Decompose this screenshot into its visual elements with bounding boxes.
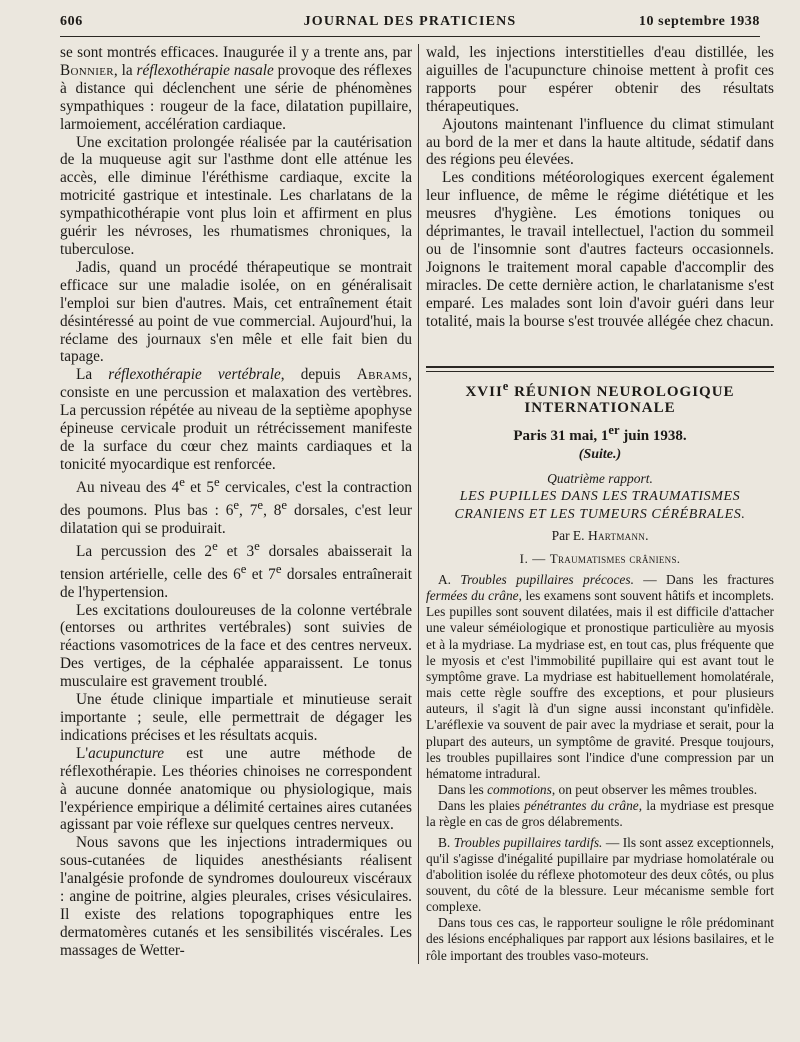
report-heading [426,470,774,546]
paragraph: La réflexothérapie vertébrale, depuis Abrams, consiste en une percussion et malaxation des vertèbres. La percussion répétée au niveau de la septième apophyse épineuse cervicale produit un rétrécissement manifeste de la surface du cœur chez maints cardiaques et la tonicité myocardique est renforcée. [60,366,412,473]
report-title-line2: CRANIENS ET LES TUMEURS CÉRÉBRALES. [454,507,746,522]
subheading: Troubles pupillaires précoces. [460,572,634,587]
running-header [60,14,760,36]
paragraph: se sont montrés efficaces. Inaugurée il y a trente ans, par Bonnier, la réflexothérapie nasale provoque des réflexes à distance qui déclenchent une série de phénomènes sympathiques : rougeur de la face, dilatation pupillaire, larmoiement, accélération cardiaque. [60,44,413,133]
paragraph: Au niveau des 4e et 5e cervicales, c'est la contraction des poumons. Plus bas : 6e, 7e, 8e dorsales, c'est leur dilatation qui se produirait. [60,474,413,537]
paragraph: Les excitations douloureuses de la colonne vertébrale (entorses ou arthrites vertébrales) sont suivies de réactions vasomotrices de la face et des centres nerveux. Des vertiges, de la céphalée apparaissent. Le tonus musculaire est gravement troublé. [60,601,412,691]
report-body [426,572,774,964]
author-name: Hartmann [587,528,646,543]
paragraph: wald, les injections interstitielles d'eau distillée, les aiguilles de l'acupuncture chinoise mettent à profit ces rapports pour espérer obtenir des résultats thérapeutiques. [426,44,774,115]
author-name: Bonnier [60,61,114,79]
continued-note: (Suite.) [578,447,622,462]
issue-date: 10 septembre 1938 [638,14,760,29]
section-separator [426,366,774,372]
paragraph: Jadis, quand un procédé thérapeutique se montrait efficace sur une maladie isolée, on en généralisait l'emploi sur bien d'autres. Mais, cet entraînement était désintéressé au point de vue commercial. Aujourd'hui, la réclame des journaux s'en mêle et elle fait bien du tapage. [60,258,412,366]
conference-dates: Paris 31 mai, 1er juin 1938. [513,423,687,444]
term: réflexothérapie nasale [136,61,274,79]
journal-title: JOURNAL DES PRATICIENS [303,14,517,29]
term: acupuncture [88,744,165,762]
paragraph: Une excitation prolongée réalisée par la cautérisation de la muqueuse agit sur l'asthme dont elle atténue les accès, elle diminue l'éréthisme cardiaque, excite la motricité gastrique et intestinale. Les charlatans de la sympathicothérapie vont plus loin et affirment en plus guérir les névroses, les rhumatismes chroniques, la tuberculose. [60,133,412,258]
paragraph: B. Troubles pupillaires tardifs. — Ils sont assez exceptionnels, qu'il s'agisse d'inégalité pupillaire par mydriase homolatérale ou d'abolition isolée du réflexe photomoteur des deux côtés, ou plus souvent, du côté de la blessure. Leur mécanisme semble fort complexe. [426,834,774,915]
paragraph: Ajoutons maintenant l'influence du climat stimulant au bord de la mer et dans la haute altitude, sédatif dans des régions peu élevées. [426,115,774,169]
conference-heading [426,378,774,463]
paragraph: A. Troubles pupillaires précoces. — Dans les fractures fermées du crâne, les examens sont souvent hâtifs et incomplets. Les pupilles sont souvent dilatées, mais il est difficile d'attacher une valeur séméiologique et pronostique particulière au myosis et à la mydriase. La mydriase est, en tout cas, plus fréquente que le myosis et c'est l'immobilité pupillaire qui est avant tout le symptôme grave. La mydriase est habituellement homolatérale, mais cette règle souffre des exceptions, et pour plusieurs auteurs, il s'agit là d'un signe aussi inconstant qu'infidèle. L'aréflexie va souvent de pair avec la mydriase et serait, pour la plupart des auteurs, un symptôme de gravité. Presque toujours, les troubles pupillaires sont l'indice d'une compression par un hématome intradural. [426,572,775,781]
conference-title: XVIIe RÉUNION NEUROLOGIQUE [465,379,735,400]
paragraph: La percussion des 2e et 3e dorsales abaisserait la tension artérielle, celle des 6e et 7e dorsales entraînerait de l'hypertension. [60,538,413,601]
right-column [426,44,774,331]
author-name: Abrams [356,366,409,384]
paragraph: Les conditions météorologiques exercent également leur influence, de même le régime diététique et les meusres d'hygiène. Les émotions toniques ou déprimantes, le travail intellectuel, l'action du sommeil ou de l'insomnie sont d'autres facteurs occasionnels. Joignons le traitement moral capable d'accomplir des miracles. De cette dernière action, le charlatanisme s'est emparé. Les malades sont loin d'avoir guéri dans leur totalité, mais la bourse s'est trouvée allégée chez chacun. [426,169,774,330]
section-heading: I. — Traumatismes crâniens. [519,551,681,566]
page-number: 606 [60,14,83,29]
paragraph: Dans les commotions, on peut observer les mêmes troubles. [438,782,758,798]
paragraph: Nous savons que les injections intradermiques ou sous-cutanées de liquides anesthésiants réalisent l'analgésie profonde de syndromes douloureux viscéraux : angine de poitrine, algies pleurales, crises vésiculaires. Il existe des relations topographiques entre les dermatomères cutanés et les sensibilités viscérales. Les massages de Wetter- [60,834,412,959]
subheading: Troubles pupillaires tardifs. [453,834,603,850]
left-column [60,44,412,960]
term: réflexothérapie vertébrale [108,366,281,384]
conference-title-line2: INTERNATIONALE [524,400,676,416]
report-byline: Par E. Hartmann. [551,528,649,543]
report-title: LES PUPILLES DANS LES TRAUMATISMES [459,489,741,504]
paragraph: Dans tous ces cas, le rapporteur souligne le rôle prédominant des lésions encéphaliques par rapport aux lésions basilaires, et le rôle important des troubles vaso-moteurs. [426,915,774,963]
header-rule [60,36,760,37]
paragraph: Une étude clinique impartiale et minutieuse serait importante ; seule, elle permettrait de dégager les indications précises et les résultats acquis. [60,691,412,744]
paragraph: L'acupuncture est une autre méthode de réflexothérapie. Les théories chinoises ne correspondent à aucune donnée anatomique ou physiologique, mais l'expérience empirique a délimité certaines aires cutanées agissant par voie réflexe sur quelques centres nerveux. [60,744,412,834]
paragraph: Dans les plaies pénétrantes du crâne, la mydriase est presque la règle en cas de gros délabrements. [426,798,774,830]
column-divider [418,44,419,964]
report-label: Quatrième rapport. [547,471,653,486]
